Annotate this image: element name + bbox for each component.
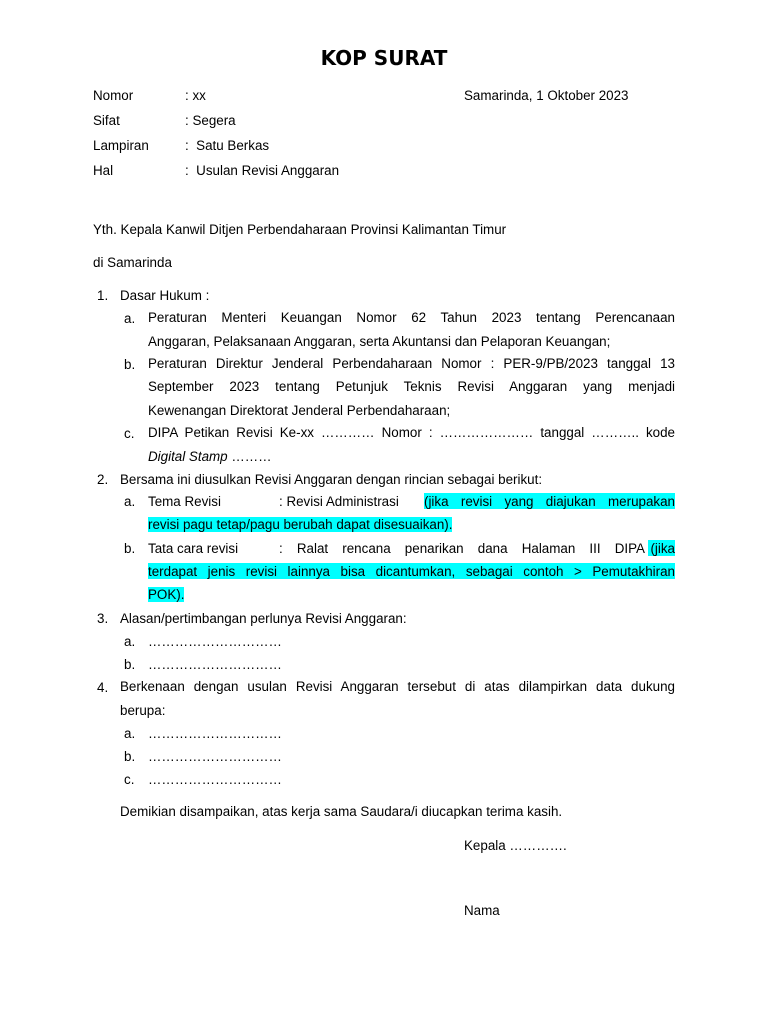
item-2b-value: : Ralat rencana penarikan dana Halaman III DIPA bbox=[279, 541, 645, 556]
item-3b-text: ………………………… bbox=[148, 657, 282, 672]
item-4b-label: b. bbox=[124, 749, 136, 764]
signature-position: Kepala …………. bbox=[464, 838, 567, 853]
item-1c-line2 bbox=[148, 449, 272, 464]
closing-text: Demikian disampaikan, atas kerja sama Saudara/i diucapkan terima kasih. bbox=[120, 804, 563, 819]
section-3-number: 3. bbox=[97, 611, 109, 626]
header-value-hal: : Usulan Revisi Anggaran bbox=[185, 163, 340, 178]
section-3-text: Alasan/pertimbangan perlunya Revisi Anggaran: bbox=[120, 611, 407, 626]
item-2b-highlight-line2: terdapat jenis revisi lainnya bisa dicantumkan, sebagai contoh > Pemutakhiran bbox=[148, 564, 675, 579]
item-1b-line2: September 2023 tentang Petunjuk Teknis Revisi Anggaran yang menjadi bbox=[148, 379, 675, 394]
item-1b-line3: Kewenangan Direktorat Jenderal Perbendaharaan; bbox=[148, 403, 451, 418]
item-1b-line1: Peraturan Direktur Jenderal Perbendaharaan Nomor : PER-9/PB/2023 tanggal 13 bbox=[148, 356, 675, 371]
item-3a-label: a. bbox=[124, 634, 136, 649]
item-2a-label: a. bbox=[124, 494, 136, 509]
header-value-lampiran: : Satu Berkas bbox=[185, 138, 270, 153]
item-1c-line1: DIPA Petikan Revisi Ke-xx ………… Nomor : ………………… tanggal ……….. kode bbox=[148, 425, 675, 440]
item-4c-label: c. bbox=[124, 772, 135, 787]
item-4b-text: ………………………… bbox=[148, 749, 282, 764]
item-4a-text: ………………………… bbox=[148, 726, 282, 741]
section-4-line2: berupa: bbox=[120, 703, 166, 718]
item-1b-label: b. bbox=[124, 357, 136, 372]
item-2a-value: : Revisi Administrasi bbox=[279, 494, 403, 509]
section-2-text: Bersama ini diusulkan Revisi Anggaran dengan rincian sebagai berikut: bbox=[120, 472, 543, 487]
item-4a-label: a. bbox=[124, 726, 136, 741]
digital-stamp-text: Digital Stamp bbox=[148, 449, 228, 464]
signature-name: Nama bbox=[464, 903, 500, 918]
item-1c-label: c. bbox=[124, 426, 135, 441]
item-2a-highlight-line2 bbox=[148, 517, 452, 532]
recipient-line: Yth. Kepala Kanwil Ditjen Perbendaharaan Provinsi Kalimantan Timur bbox=[93, 222, 507, 237]
header-value-sifat: : Segera bbox=[185, 113, 236, 128]
recipient-location: di Samarinda bbox=[93, 255, 172, 270]
item-2b-key: Tata cara revisi bbox=[148, 541, 239, 556]
section-1-number: 1. bbox=[97, 288, 109, 303]
item-2b-label: b. bbox=[124, 541, 136, 556]
item-2a-key: Tema Revisi bbox=[148, 494, 221, 509]
section-4-line1: Berkenaan dengan usulan Revisi Anggaran tersebut di atas dilampirkan data dukung bbox=[120, 679, 675, 694]
item-2b-highlight-line3 bbox=[148, 587, 184, 602]
item-1a-line2: Anggaran, Pelaksanaan Anggaran, serta Akuntansi dan Pelaporan Keuangan; bbox=[148, 334, 611, 349]
item-2a-highlight-note: revisi pagu tetap/pagu berubah dapat disesuaikan). bbox=[148, 517, 453, 532]
section-4-number: 4. bbox=[97, 680, 109, 695]
letter-title: KOP SURAT bbox=[320, 46, 448, 70]
item-2b-highlight-line1: (jika bbox=[648, 540, 675, 556]
section-2-number: 2. bbox=[97, 472, 109, 487]
digital-stamp-dots: ……… bbox=[227, 449, 272, 464]
header-label-lampiran: Lampiran bbox=[93, 138, 149, 153]
item-4c-text: ………………………… bbox=[148, 772, 282, 787]
header-label-sifat: Sifat bbox=[93, 113, 120, 128]
item-3b-label: b. bbox=[124, 657, 136, 672]
item-1a-line1: Peraturan Menteri Keuangan Nomor 62 Tahun 2023 tentang Perencanaan bbox=[148, 310, 675, 325]
item-2a-highlight-line1: (jika revisi yang diajukan merupakan bbox=[424, 494, 675, 509]
header-label-hal: Hal bbox=[93, 163, 114, 178]
item-1a-label: a. bbox=[124, 311, 136, 326]
item-3a-text: ………………………… bbox=[148, 634, 282, 649]
header-label-nomor: Nomor bbox=[93, 88, 134, 103]
header-value-nomor: : xx bbox=[185, 88, 206, 103]
place-date: Samarinda, 1 Oktober 2023 bbox=[464, 88, 629, 103]
section-1-text: Dasar Hukum : bbox=[120, 288, 210, 303]
item-2b-highlight-note: POK). bbox=[148, 587, 185, 602]
